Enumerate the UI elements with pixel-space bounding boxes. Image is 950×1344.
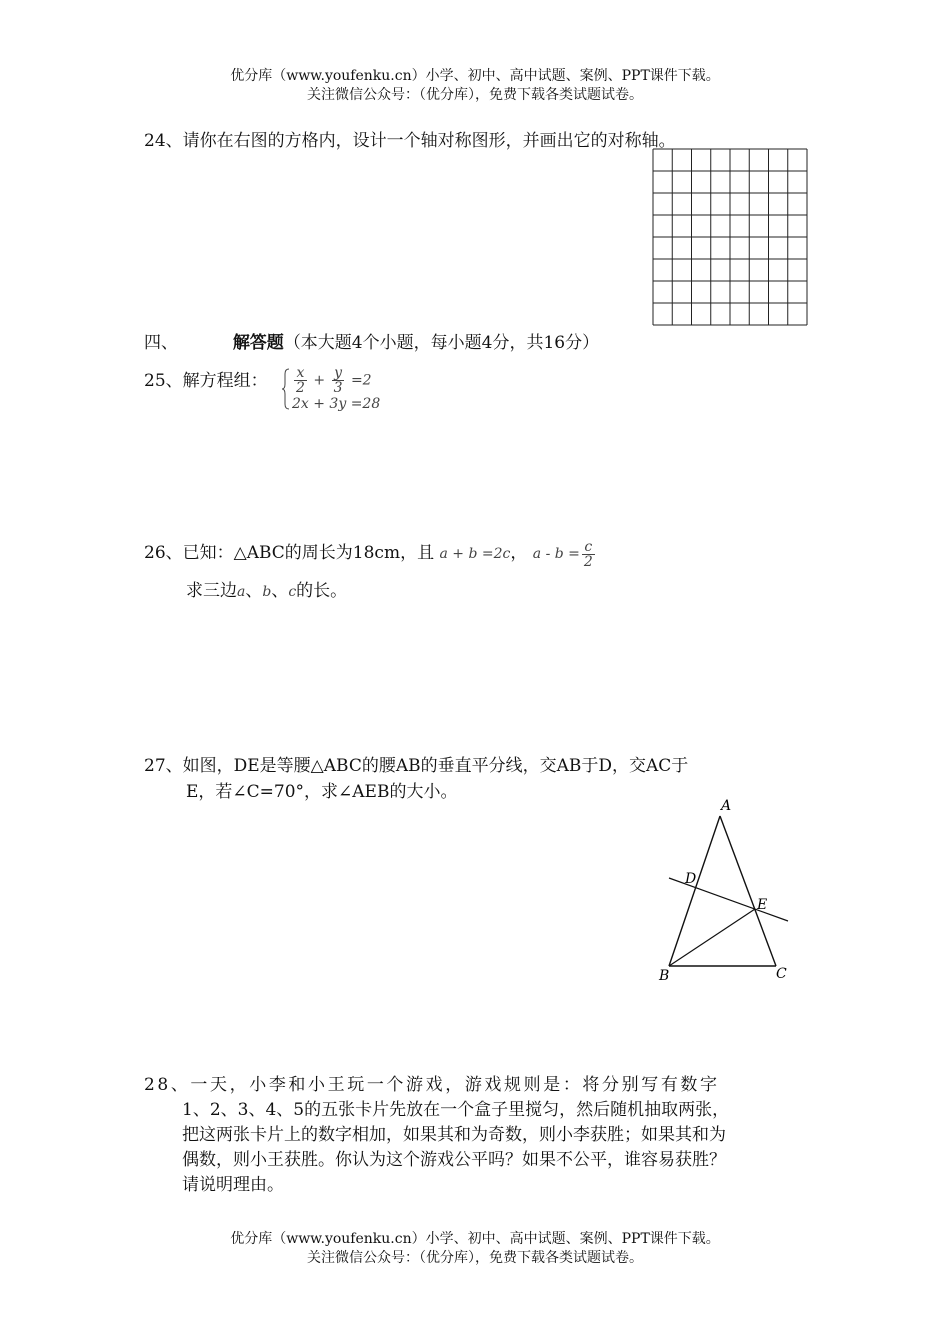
- point-label-B: B: [659, 968, 670, 984]
- q26-cond-2-num: c: [582, 540, 595, 555]
- q28-line-4: 偶数，则小王获胜。你认为这个游戏公平吗？如果不公平，谁容易获胜？: [182, 1150, 726, 1170]
- page-footer: [0, 1230, 950, 1268]
- eq1-x: x: [294, 366, 307, 381]
- system-brace: [282, 368, 290, 410]
- q26-cond-2: [532, 539, 597, 570]
- equation-1: [292, 366, 372, 395]
- point-label-D: D: [685, 871, 697, 887]
- eq1-y: y: [332, 366, 345, 381]
- section-4-number: 四、: [144, 333, 178, 353]
- q26-comma: ，: [510, 543, 528, 563]
- var-b: b: [262, 584, 272, 600]
- q28-line-2: 1、2、3、4、5的五张卡片先放在一个盒子里搅匀，然后随机抽取两张，: [182, 1100, 730, 1120]
- point-label-A: A: [721, 798, 732, 814]
- q26-sep-2: 、: [271, 581, 289, 601]
- side-AC: [720, 816, 776, 966]
- segment-BE: [669, 909, 755, 966]
- question-25-label: 25、解方程组：: [144, 371, 268, 391]
- question-26-line-2: [186, 576, 347, 601]
- var-c: c: [288, 584, 297, 600]
- question-26-line-1: [144, 538, 597, 569]
- page-header: [0, 67, 950, 105]
- section-4-note: （本大题4个小题，每小题4分，共16分）: [283, 333, 600, 353]
- answer-grid: [652, 148, 808, 326]
- equation-2: 2x + 3y =28: [292, 396, 381, 412]
- q28-line-5: 请说明理由。: [182, 1175, 284, 1195]
- section-4-heading: [144, 328, 599, 353]
- q26-cond-2-lhs: a - b =: [532, 546, 580, 562]
- footer-line-2: 关注微信公众号：（优分库），免费下载各类试题试卷。: [307, 1250, 643, 1266]
- eq1-y-den: 3: [333, 380, 343, 396]
- triangle-figure: [650, 790, 800, 990]
- q26-line-2-pre: 求三边: [186, 581, 237, 601]
- section-4-title: 解答题: [232, 333, 284, 353]
- header-line-2: 关注微信公众号：（优分库），免费下载各类试题试卷。: [307, 87, 643, 103]
- q26-line-2-post: 的长。: [296, 581, 348, 601]
- question-27-line-1: 27、如图，DE是等腰△ABC的腰AB的垂直平分线，交AB于D，交AC于: [144, 756, 689, 776]
- var-a: a: [237, 584, 246, 600]
- side-AB: [669, 816, 720, 966]
- question-24-text: 24、请你在右图的方格内，设计一个轴对称图形，并画出它的对称轴。: [144, 131, 676, 151]
- point-label-C: C: [776, 966, 787, 982]
- q26-cond-1: a + b =2c: [439, 546, 511, 562]
- q26-cond-2-den: 2: [583, 554, 593, 570]
- question-27-line-2: E，若∠C=70°，求∠AEB的大小。: [186, 782, 458, 802]
- eq1-rhs: =2: [350, 372, 372, 389]
- question-28: [144, 1073, 808, 1198]
- q28-line-1: 28、一天，小李和小王玩一个游戏，游戏规则是：将分别写有数字: [144, 1075, 720, 1095]
- header-line-1: 优分库（www.youfenku.cn）小学、初中、高中试题、案例、PPT课件下载。: [230, 68, 720, 84]
- q28-line-3: 把这两张卡片上的数字相加，如果其和为奇数，则小李获胜；如果其和为: [182, 1125, 726, 1145]
- q26-sep-1: 、: [245, 581, 263, 601]
- point-label-E: E: [757, 897, 768, 913]
- equation-system: [282, 366, 412, 412]
- footer-line-1: 优分库（www.youfenku.cn）小学、初中、高中试题、案例、PPT课件下载。: [230, 1231, 720, 1247]
- eq1-x-den: 2: [296, 380, 305, 396]
- q26-label: 26、已知：△ABC的周长为18cm，且: [144, 543, 435, 563]
- eq1-plus: +: [313, 372, 326, 389]
